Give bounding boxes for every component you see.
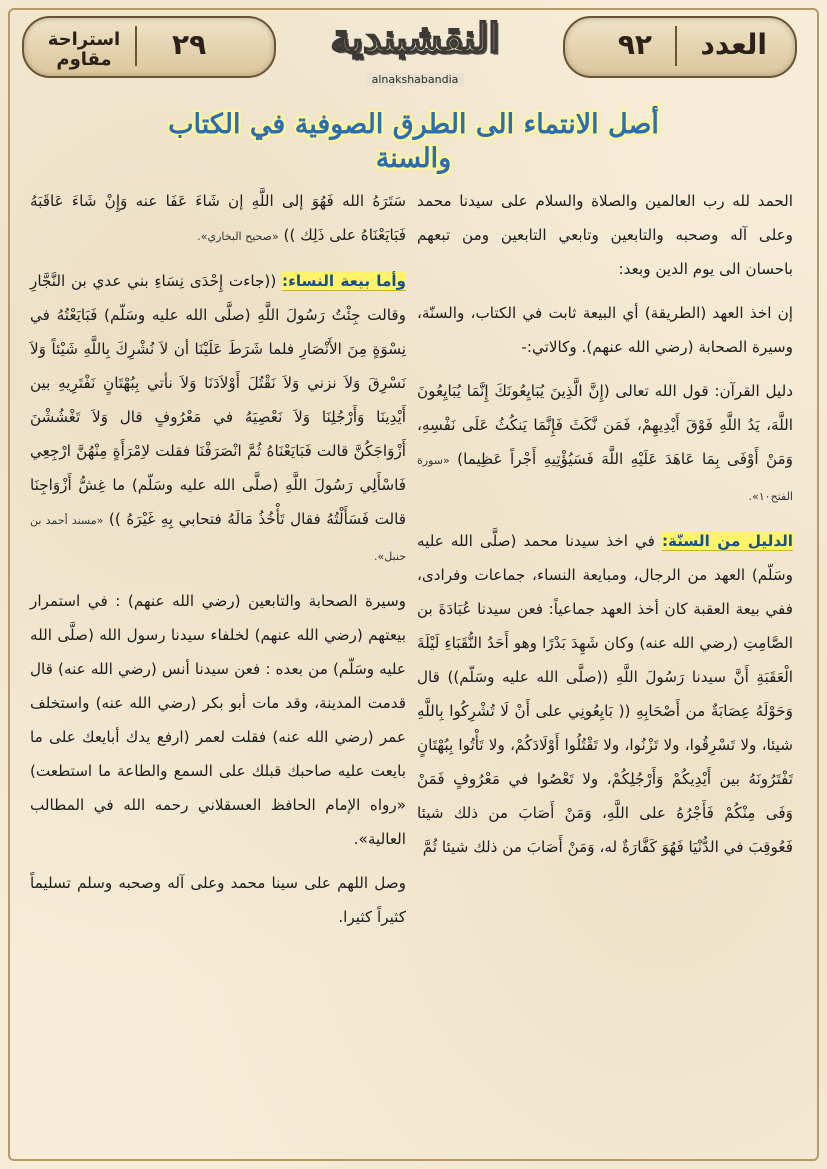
quran-evidence-paragraph [417,374,793,514]
sunnah-evidence-label: الدليل من السنّة: [661,532,794,550]
issue-plate-divider [675,26,677,66]
article-column-left [30,184,406,944]
hadith-continuation-text: سَتَرَهُ الله فَهُوَ إلى اللَّهِ إن شَاءَ عَفَا عنه وَإِنْ شَاءَ عَاقَبَهُ فَبَايَعْنَاهُ على ذَلِك )) [30,192,406,244]
women-pledge-paragraph [30,264,406,574]
quran-evidence-text: دليل القرآن: قول الله تعالى (إِنَّ الَّذِينَ يُبَايِعُونَكَ إِنَّمَا يُبَايِعُونَ اللَّهَ، يَدُ اللَّهِ فَوْقَ أَيْدِيهِمْ، فَمَن نَّكَثَ فَإِنَّمَا يَنكُثُ عَلَى نَفْسِهِ، وَمَنْ أَوْفَى بِمَا عَاهَدَ عَلَيْهِ اللَّهَ فَسَيُؤْتِيهِ أَجْراً عَظِيما) [417,382,793,468]
article-column-right [417,184,793,874]
ahmad-reference: «مسند أحمد بن حنبل». [30,514,406,563]
page-number: ٢٩ [172,28,207,61]
article-title: أصل الانتماء الى الطرق الصوفية في الكتاب والسنة [168,109,659,174]
women-pledge-text: ((جاءت إِحْدَى نِسَاءِ بني عدي بن النَّجَّارِ وقالت جِئْتُ رَسُولَ اللَّهِ (صلَّى الله عليه وسَلّم) فَبَايَعْتُهُ في نِسْوَةٍ مِنَ الأَنْصَارِ فلما شَرَطَ عَلَيْنَا أن لاَ نُشْرِكَ بِاللَّهِ شَيْئاً وَلاَ نَسْرِقَ وَلاَ نزني وَلاَ نَقْتُلَ أَوْلاَدَنَا وَلاَ نأتي بِبُهْتَانٍ نَفْتَرِيهِ بين أَيْدِينَا وَأَرْجُلِنَا وَلاَ نَعْصِيَهُ في مَعْرُوفٍ قال وَلاَ تَغْشُشْنَ أَزْوَاجَكُنَّ قالت فَبَايَعْنَاهُ ثُمَّ انْصَرَفْنَا فقلت لاِمْرَأَةٍ مِنْهُنَّ ارْجِعِي فَاسْأَلِي رَسُولَ اللَّهِ (صلَّى الله عليه وسَلّم) ما غِشُّ أَزْوَاجِنَا قالت فَسَأَلْتُهُ فقال تَأْخُذُ مَالَهُ فتحابي بِهِ غَيْرَهُ )) [30,272,407,528]
bukhari-reference: «صحيح البخاري». [197,230,279,243]
sunnah-evidence-text: في اخذ سيدنا محمد (صلَّى الله عليه وسَلّم) العهد من الرجال، ومبايعة النساء، جماعات وفرادى، ففي بيعة العقبة كان أخذ العهد جماعياً: فعن سيدنا عُبَادَةَ بن الصَّامِتِ (رضي الله عنه) وكان شَهِدَ بَدْرًا وهو أَحَدُ النُّقَبَاءِ لَيْلَةَ الْعَقَبَةِ أَنَّ سيدنا رَسُولَ اللَّهِ ((صلَّى الله عليه وسَلّم)) قال وَحَوْلَهُ عِصَابَةٌ من أَصْحَابِهِ (( بَايِعُونِي على أَنْ لَا تُشْرِكُوا بِاللَّهِ شيئا، ولا تَسْرِقُوا، ولا تَزْنُوا، ولا تَقْتُلُوا أَوْلَادَكُمْ، ولا تَأْتُوا بِبُهْتَانٍ تَفْتَرُونَهُ بين أَيْدِيكُمْ وَأَرْجُلِكُمْ، ولا تَعْصُوا في مَعْرُوفٍ فَمَنْ وَفَى مِنْكُمْ فَأَجْرُهُ على اللَّهِ، وَمَنْ أَصَابَ من ذلك شيئا فَعُوقِبَ في الدُّنْيَا فَهُوَ كَفَّارَةٌ له، وَمَنْ أَصَابَ من ذلك شيئا ثُمَّ [417,532,793,856]
hadith-continuation-paragraph [30,184,406,254]
section-name: استراحة مقاوم [47,29,121,70]
sunnah-evidence-paragraph [417,524,793,864]
logo-subtitle: alnakshabandia [366,73,465,86]
section-plate-divider [135,26,137,66]
women-pledge-label: وأما بيعة النساء: [282,272,406,290]
issue-label: العدد [700,28,767,61]
intro-paragraph: الحمد لله رب العالمين والصلاة والسلام على سيدنا محمد وعلى آله وصحبه والتابعين وتابعي التابعين ومن تبعهم باحسان الى يوم الدين وبعد: [417,192,793,278]
companions-paragraph: وسيرة الصحابة والتابعين (رضي الله عنهم) : في استمرار بيعتهم (رضي الله عنهم) لخلفاء سيدنا رسول الله (صلَّى الله عليه وسَلّم) من بعده : فعن سيدنا أنس (رضي الله عنه) قال قدمت المدينة، وقد مات أبو بكر (رضي الله عنه) واستخلف عمر (رضي الله عنه) فقلت لعمر (ارفع يدك أبايعك على ما بايعت عليه صاحبك قبلك على السمع والطاعة ما استطعت) «رواه الإمام الحافظ العسقلاني رحمه الله في المطالب العالية». [30,592,406,848]
closing-prayer-paragraph: وصل اللهم على سينا محمد وعلى آله وصحبه وسلم تسليماً كثيراً كثيرا. [30,874,406,926]
issue-number: ٩٢ [617,28,652,61]
magazine-logo [290,10,540,90]
quran-reference: «سورة الفتح١٠». [417,454,793,503]
covenant-paragraph: إن اخذ العهد (الطريقة) أي البيعة ثابت في الكتاب، والسنّة، وسيرة الصحابة (رضي الله عنهم). وكالاتي:- [417,304,793,356]
logo-text: النقشبندية [330,15,500,62]
